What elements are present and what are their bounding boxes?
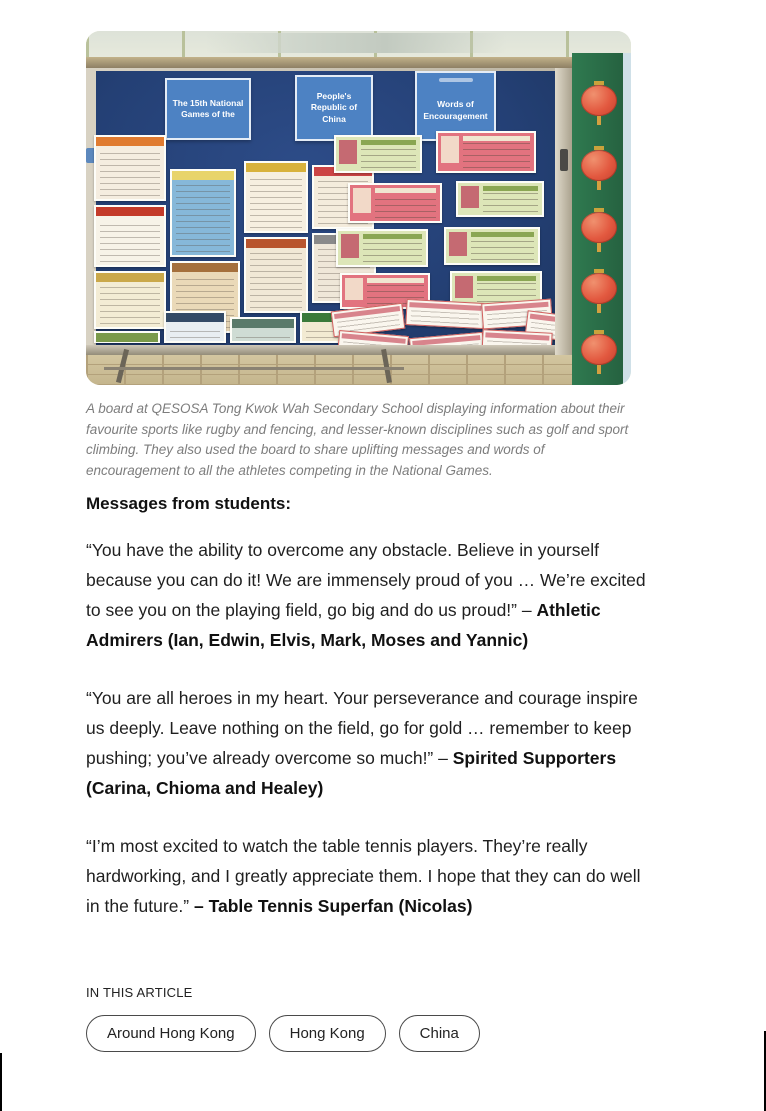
message-attribution: Spirited Supporters (Carina, Chioma and Healey) bbox=[86, 748, 617, 798]
screen-edge-artifact bbox=[0, 1053, 2, 1111]
image-caption: A board at QESOSA Tong Kwok Wah Secondary School displaying information about their favourite sports like rugby and fencing, and lesser-known disciplines such as golf and sport climbing. They also used the board to share uplifting messages and words of encouragement to all the athletes competing in the National Games. bbox=[86, 401, 629, 478]
red-lantern bbox=[581, 273, 617, 304]
section-heading: Messages from students: bbox=[86, 494, 291, 513]
red-lantern bbox=[581, 150, 617, 181]
tag-row bbox=[86, 1015, 660, 1052]
sign-text: Words of Encouragement bbox=[423, 99, 488, 121]
student-message bbox=[86, 535, 646, 655]
student-message bbox=[86, 831, 646, 921]
message-quote: “I’m most excited to watch the table tennis players. They’re really hardworking, and I greatly appreciate them. I hope that they can do well in the future.” bbox=[86, 836, 641, 916]
in-this-article-section bbox=[86, 985, 660, 1052]
message-quote: “You are all heroes in my heart. Your perseverance and courage inspire us deeply. Leave nothing on the field, go for gold … remember to keep pushing; you’ve already overcome so much!” – bbox=[86, 688, 638, 768]
sign-text: The 15th National Games of the bbox=[172, 97, 244, 119]
article-body bbox=[0, 31, 660, 1052]
tag-china[interactable]: China bbox=[399, 1015, 480, 1052]
lanterns-layer bbox=[86, 31, 631, 385]
red-lantern bbox=[581, 334, 617, 365]
message-attribution: – Table Tennis Superfan (Nicolas) bbox=[193, 896, 473, 916]
message-attribution: Athletic Admirers (Ian, Edwin, Elvis, Mark, Moses and Yannic) bbox=[86, 600, 601, 650]
sign-text: People's Republic of China bbox=[310, 90, 358, 124]
in-this-article-label: IN THIS ARTICLE bbox=[86, 985, 193, 1000]
red-lantern bbox=[581, 212, 617, 243]
student-message bbox=[86, 683, 646, 803]
tag-hong-kong[interactable]: Hong Kong bbox=[269, 1015, 386, 1052]
message-quote: “You have the ability to overcome any obstacle. Believe in yourself because you can do it! We are immensely proud of you … We’re excited to see you on the playing field, go big and do us proud!” – bbox=[86, 540, 646, 620]
article-image bbox=[86, 31, 631, 385]
tag-around-hong-kong[interactable]: Around Hong Kong bbox=[86, 1015, 256, 1052]
red-lantern bbox=[581, 85, 617, 116]
